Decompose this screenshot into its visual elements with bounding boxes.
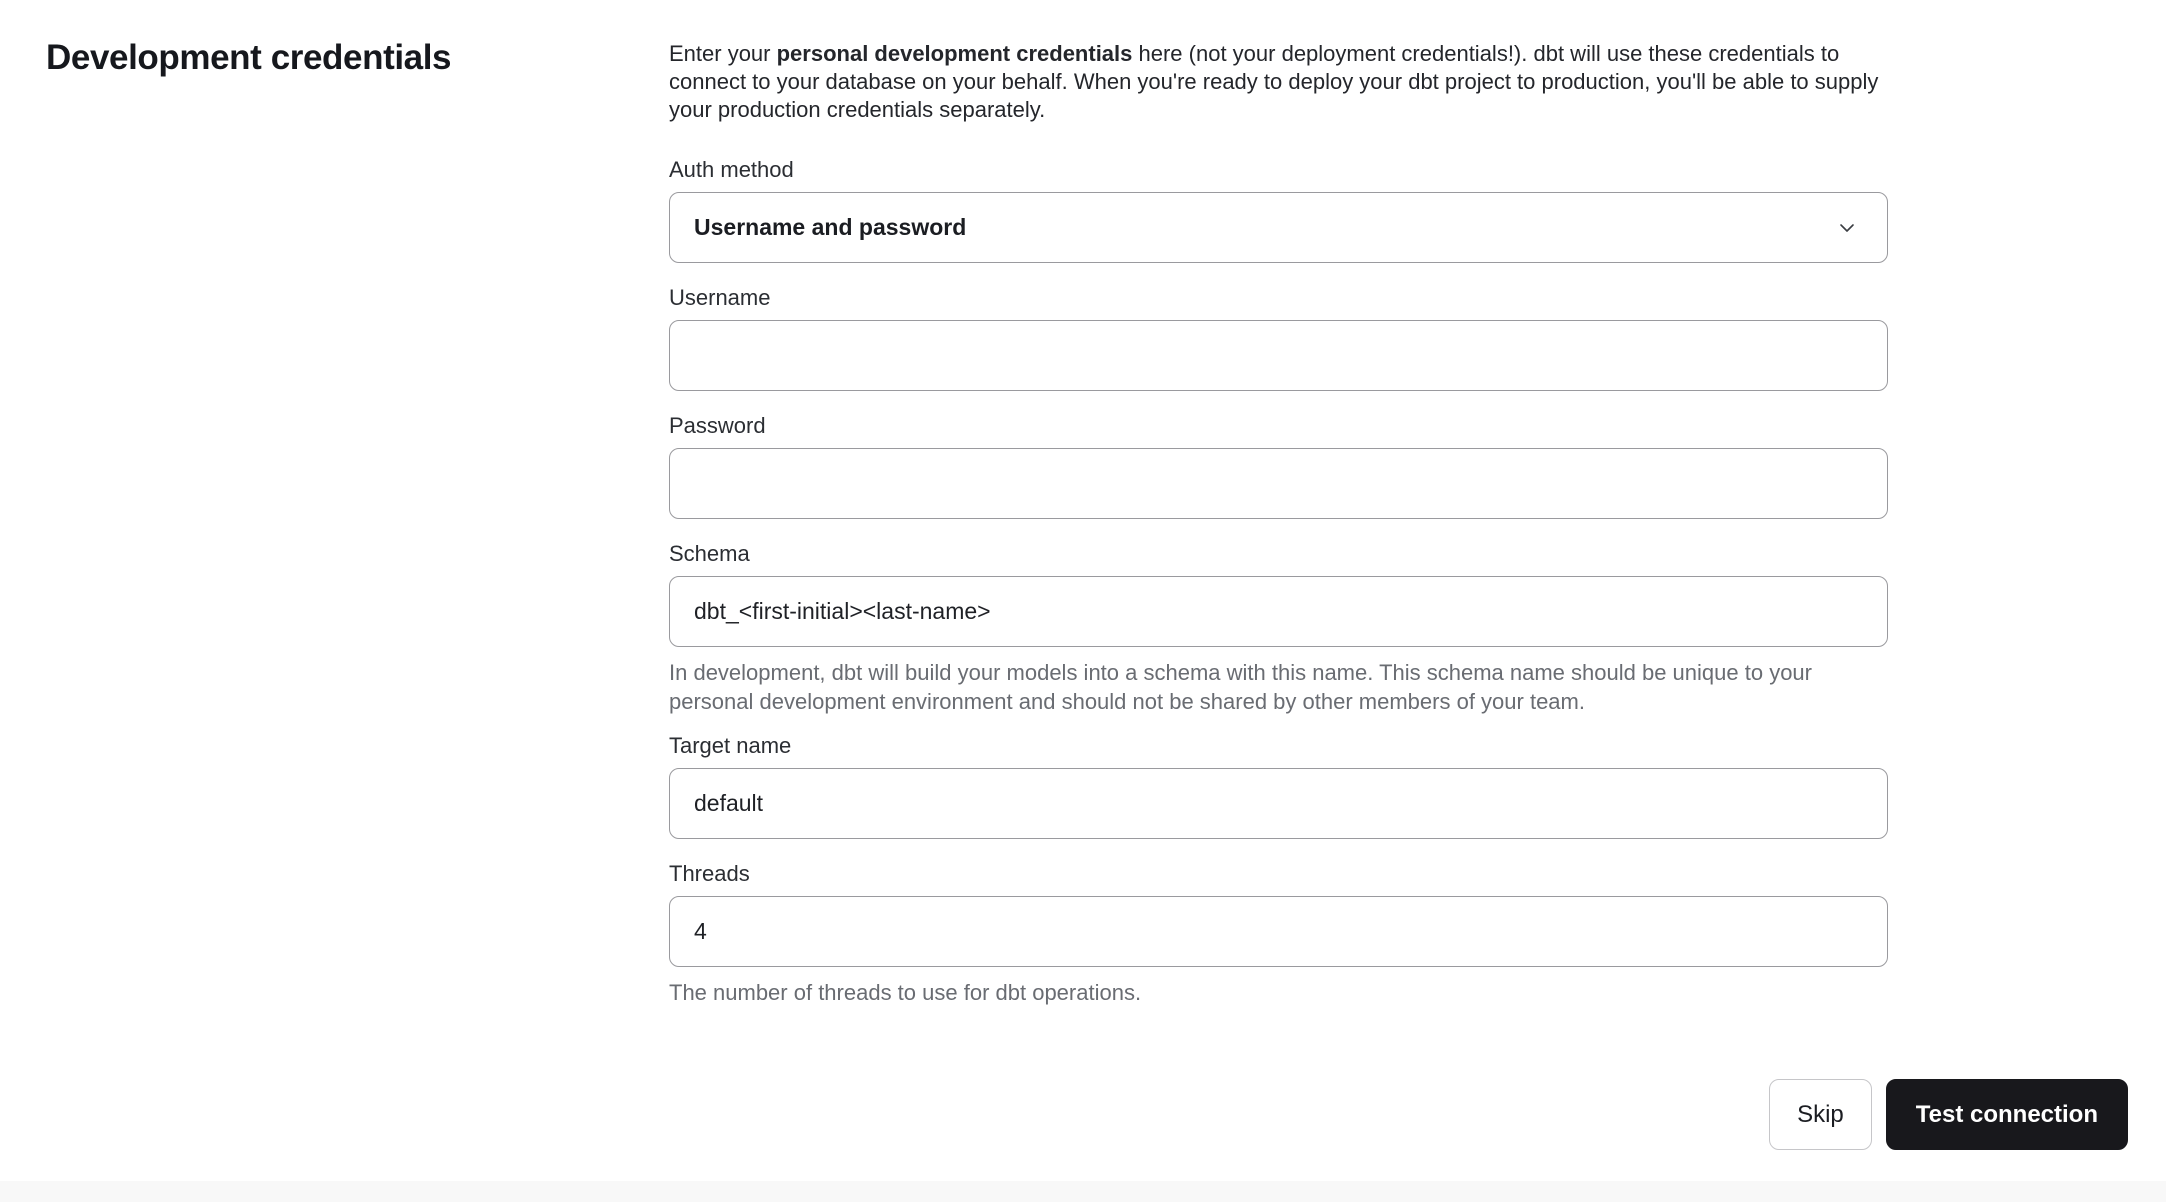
test-connection-button[interactable]: Test connection <box>1886 1079 2128 1150</box>
schema-help-text: In development, dbt will build your models into a schema with this name. This schema name should be unique to your personal development environment and should not be shared by other members of your team. <box>669 660 1812 714</box>
credentials-form <box>669 40 1888 1007</box>
chevron-down-icon <box>1837 218 1857 238</box>
page-title: Development credentials <box>46 38 452 77</box>
username-input[interactable] <box>669 320 1888 391</box>
schema-input[interactable] <box>669 576 1888 647</box>
password-label: Password <box>669 413 766 438</box>
schema-label: Schema <box>669 541 750 566</box>
target-name-input[interactable] <box>669 768 1888 839</box>
page-bottom-divider <box>0 1181 2166 1202</box>
form-actions <box>1769 1079 2128 1150</box>
target-name-label: Target name <box>669 733 792 758</box>
auth-method-label: Auth method <box>669 157 794 182</box>
skip-button[interactable]: Skip <box>1769 1079 1872 1150</box>
description-suffix: here (not your deployment credentials!). dbt will use these credentials to connect to your database on your behalf. When you're ready to deploy your dbt project to production, you'll be able to supply your production credentials separately. <box>669 41 1879 122</box>
auth-method-selected-value: Username and password <box>694 214 967 240</box>
description-text <box>669 40 1888 124</box>
description-bold: personal development credentials <box>776 41 1133 66</box>
threads-help-text: The number of threads to use for dbt operations. <box>669 980 1142 1005</box>
description-prefix: Enter your <box>669 41 777 66</box>
threads-label: Threads <box>669 861 750 886</box>
password-input[interactable] <box>669 448 1888 519</box>
auth-method-select[interactable] <box>669 192 1888 263</box>
username-label: Username <box>669 285 771 310</box>
threads-input[interactable] <box>669 896 1888 967</box>
